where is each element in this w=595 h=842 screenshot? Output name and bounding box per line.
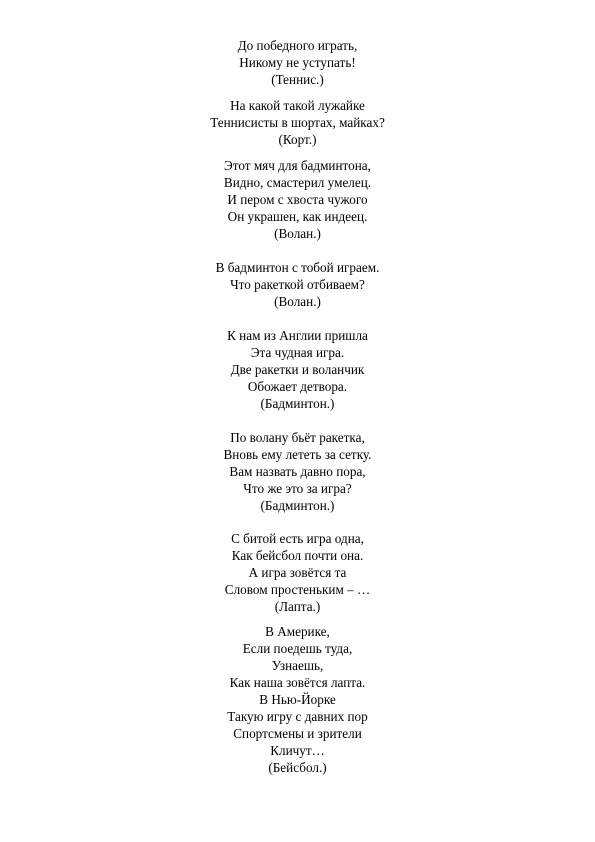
riddle-tennis bbox=[0, 37, 595, 88]
riddle-answer: (Бейсбол.) bbox=[268, 760, 327, 775]
riddle-line: В Нью-Йорке bbox=[259, 692, 336, 707]
riddle-line: А игра зовётся та bbox=[248, 565, 347, 580]
riddle-line: Две ракетки и воланчик bbox=[230, 362, 365, 377]
riddle-line: Узнаешь, bbox=[271, 658, 324, 673]
riddle-line: На какой такой лужайке bbox=[230, 98, 365, 113]
riddle-line: Этот мяч для бадминтона, bbox=[224, 158, 371, 173]
riddle-line: По волану бьёт ракетка, bbox=[230, 430, 365, 445]
riddle-line: Если поедешь туда, bbox=[242, 641, 353, 656]
riddle-line: Словом простеньким – … bbox=[224, 582, 371, 597]
riddle-line: Теннисисты в шортах, майках? bbox=[210, 115, 385, 130]
riddle-line: Видно, смастерил умелец. bbox=[223, 175, 372, 190]
riddle-answer: (Корт.) bbox=[278, 132, 317, 147]
riddle-badminton-2 bbox=[0, 429, 595, 514]
riddle-badminton-1 bbox=[0, 327, 595, 412]
riddle-line: Никому не уступать! bbox=[239, 55, 356, 70]
riddle-line: Что ракеткой отбиваем? bbox=[230, 277, 365, 292]
riddle-court bbox=[0, 97, 595, 148]
riddle-answer: (Бадминтон.) bbox=[260, 396, 335, 411]
riddle-shuttlecock-1 bbox=[0, 157, 595, 242]
riddle-line: Что же это за игра? bbox=[243, 481, 352, 496]
riddle-answer: (Волан.) bbox=[274, 226, 321, 241]
riddle-baseball bbox=[0, 623, 595, 776]
riddle-line: Как наша зовётся лапта. bbox=[229, 675, 366, 690]
riddle-line: Вам назвать давно пора, bbox=[229, 464, 366, 479]
riddle-line: Спортсмены и зрители bbox=[233, 726, 362, 741]
riddle-line: В Америке, bbox=[265, 624, 330, 639]
riddle-answer: (Теннис.) bbox=[271, 72, 324, 87]
riddle-line: В бадминтон с тобой играем. bbox=[215, 260, 380, 275]
riddle-line: Эта чудная игра. bbox=[250, 345, 345, 360]
riddle-lapta bbox=[0, 530, 595, 615]
riddle-line: Вновь ему лететь за сетку. bbox=[223, 447, 372, 462]
riddle-answer: (Волан.) bbox=[274, 294, 321, 309]
riddle-line: Как бейсбол почти она. bbox=[231, 548, 364, 563]
riddle-line: Обожает детвора. bbox=[247, 379, 348, 394]
riddle-line: С битой есть игра одна, bbox=[231, 531, 364, 546]
riddle-line: И пером с хвоста чужого bbox=[227, 192, 368, 207]
riddle-line: До победного играть, bbox=[237, 38, 358, 53]
riddle-line: Такую игру с давних пор bbox=[227, 709, 368, 724]
riddle-answer: (Лапта.) bbox=[274, 599, 321, 614]
riddle-line: Он украшен, как индеец. bbox=[227, 209, 368, 224]
riddle-answer: (Бадминтон.) bbox=[260, 498, 335, 513]
riddle-line: Кличут… bbox=[270, 743, 325, 758]
riddle-line: К нам из Англии пришла bbox=[227, 328, 368, 343]
riddle-shuttlecock-2 bbox=[0, 259, 595, 310]
